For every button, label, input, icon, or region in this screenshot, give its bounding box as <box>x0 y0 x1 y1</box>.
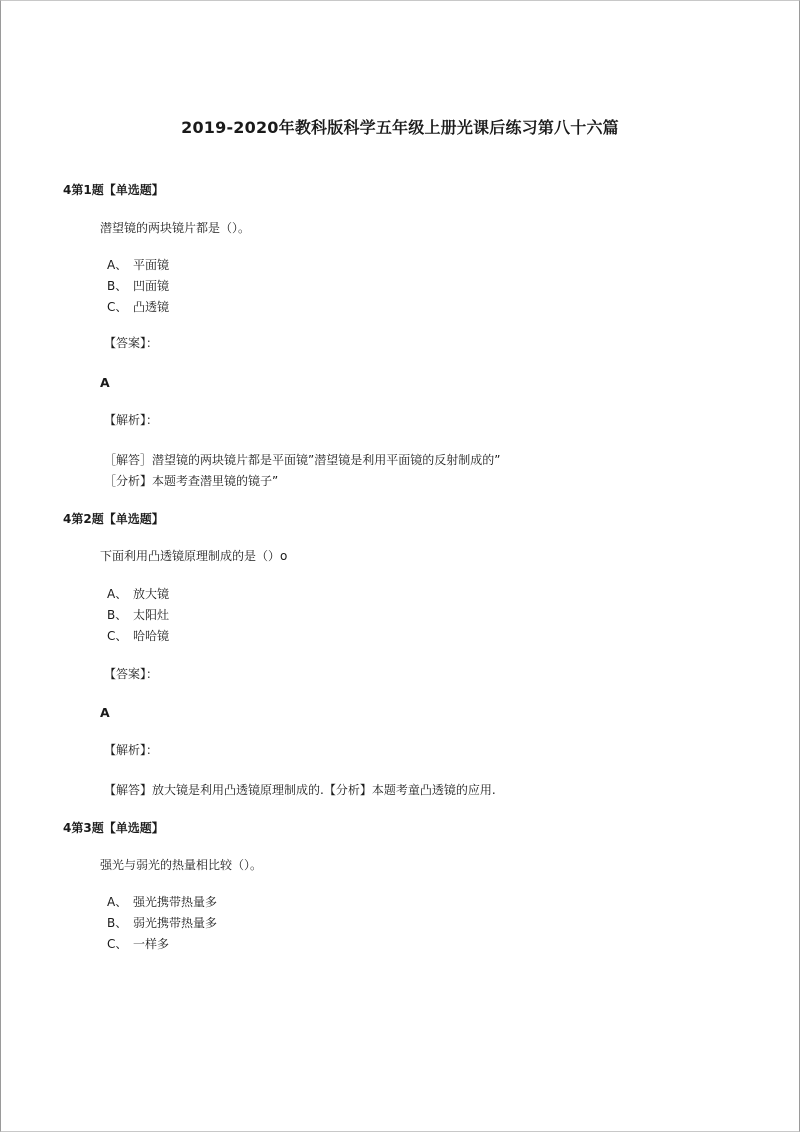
question-2-option-c <box>107 629 169 643</box>
question-2-answer-label: 【答案】： <box>104 667 159 681</box>
question-2-option-a <box>107 587 169 601</box>
option-text: 弱光携带热量多 <box>133 916 218 930</box>
option-symbol: B、 <box>107 608 128 622</box>
question-3-stem: 强光与弱光的热量相比较（）。 <box>100 858 263 872</box>
question-2-option-b <box>107 608 169 622</box>
question-2-header: 4第2题【单选题】 <box>63 512 164 526</box>
question-1-option-b <box>107 279 169 293</box>
question-3-option-b <box>107 916 217 930</box>
option-text: 一样多 <box>133 937 170 951</box>
question-2-analysis-label: 【解析】： <box>104 743 159 757</box>
option-text: 凹面镜 <box>133 279 170 293</box>
question-3-header: 4第3题【单选题】 <box>63 821 164 835</box>
option-symbol: B、 <box>107 916 128 930</box>
question-2-answer: A <box>100 705 110 720</box>
option-text: 凸透镜 <box>133 300 170 314</box>
option-text: 平面镜 <box>133 258 170 272</box>
question-2-stem: 下面利用凸透镜原理制成的是（）o <box>100 549 288 563</box>
question-2-analysis-line-1: 【解答】放大镜是利用凸透镜原理制成的.【分析】本题考童凸透镜的应用. <box>104 783 496 797</box>
option-symbol: C、 <box>107 300 128 314</box>
document-title: 2019-2020年教科版科学五年级上册光课后练习第八十六篇 <box>181 118 619 137</box>
question-1-answer: A <box>100 375 110 390</box>
question-1-header: 4第1题【单选题】 <box>63 183 164 197</box>
option-symbol: C、 <box>107 937 128 951</box>
option-text: 强光携带热量多 <box>133 895 218 909</box>
question-3-option-c <box>107 937 169 951</box>
question-3-option-a <box>107 895 217 909</box>
question-1-answer-label: 【答案】： <box>104 336 159 350</box>
option-symbol: A、 <box>107 895 128 909</box>
option-text: 哈哈镜 <box>133 629 170 643</box>
option-symbol: A、 <box>107 587 128 601</box>
question-1-option-c <box>107 300 169 314</box>
option-symbol: C、 <box>107 629 128 643</box>
option-symbol: A、 <box>107 258 128 272</box>
option-symbol: B、 <box>107 279 128 293</box>
question-1-option-a <box>107 258 169 272</box>
option-text: 太阳灶 <box>133 608 170 622</box>
question-1-analysis-line-2: ［分析】本题考查潜里镜的镜子” <box>104 474 279 488</box>
question-1-analysis-label: 【解析】： <box>104 413 159 427</box>
question-1-stem: 潜望镜的两块镜片都是（）。 <box>100 221 251 235</box>
question-1-analysis-line-1: ［解答］潜望镜的两块镜片都是平面镜”潜望镜是利用平面镜的反射制成的” <box>104 453 501 467</box>
option-text: 放大镜 <box>133 587 170 601</box>
